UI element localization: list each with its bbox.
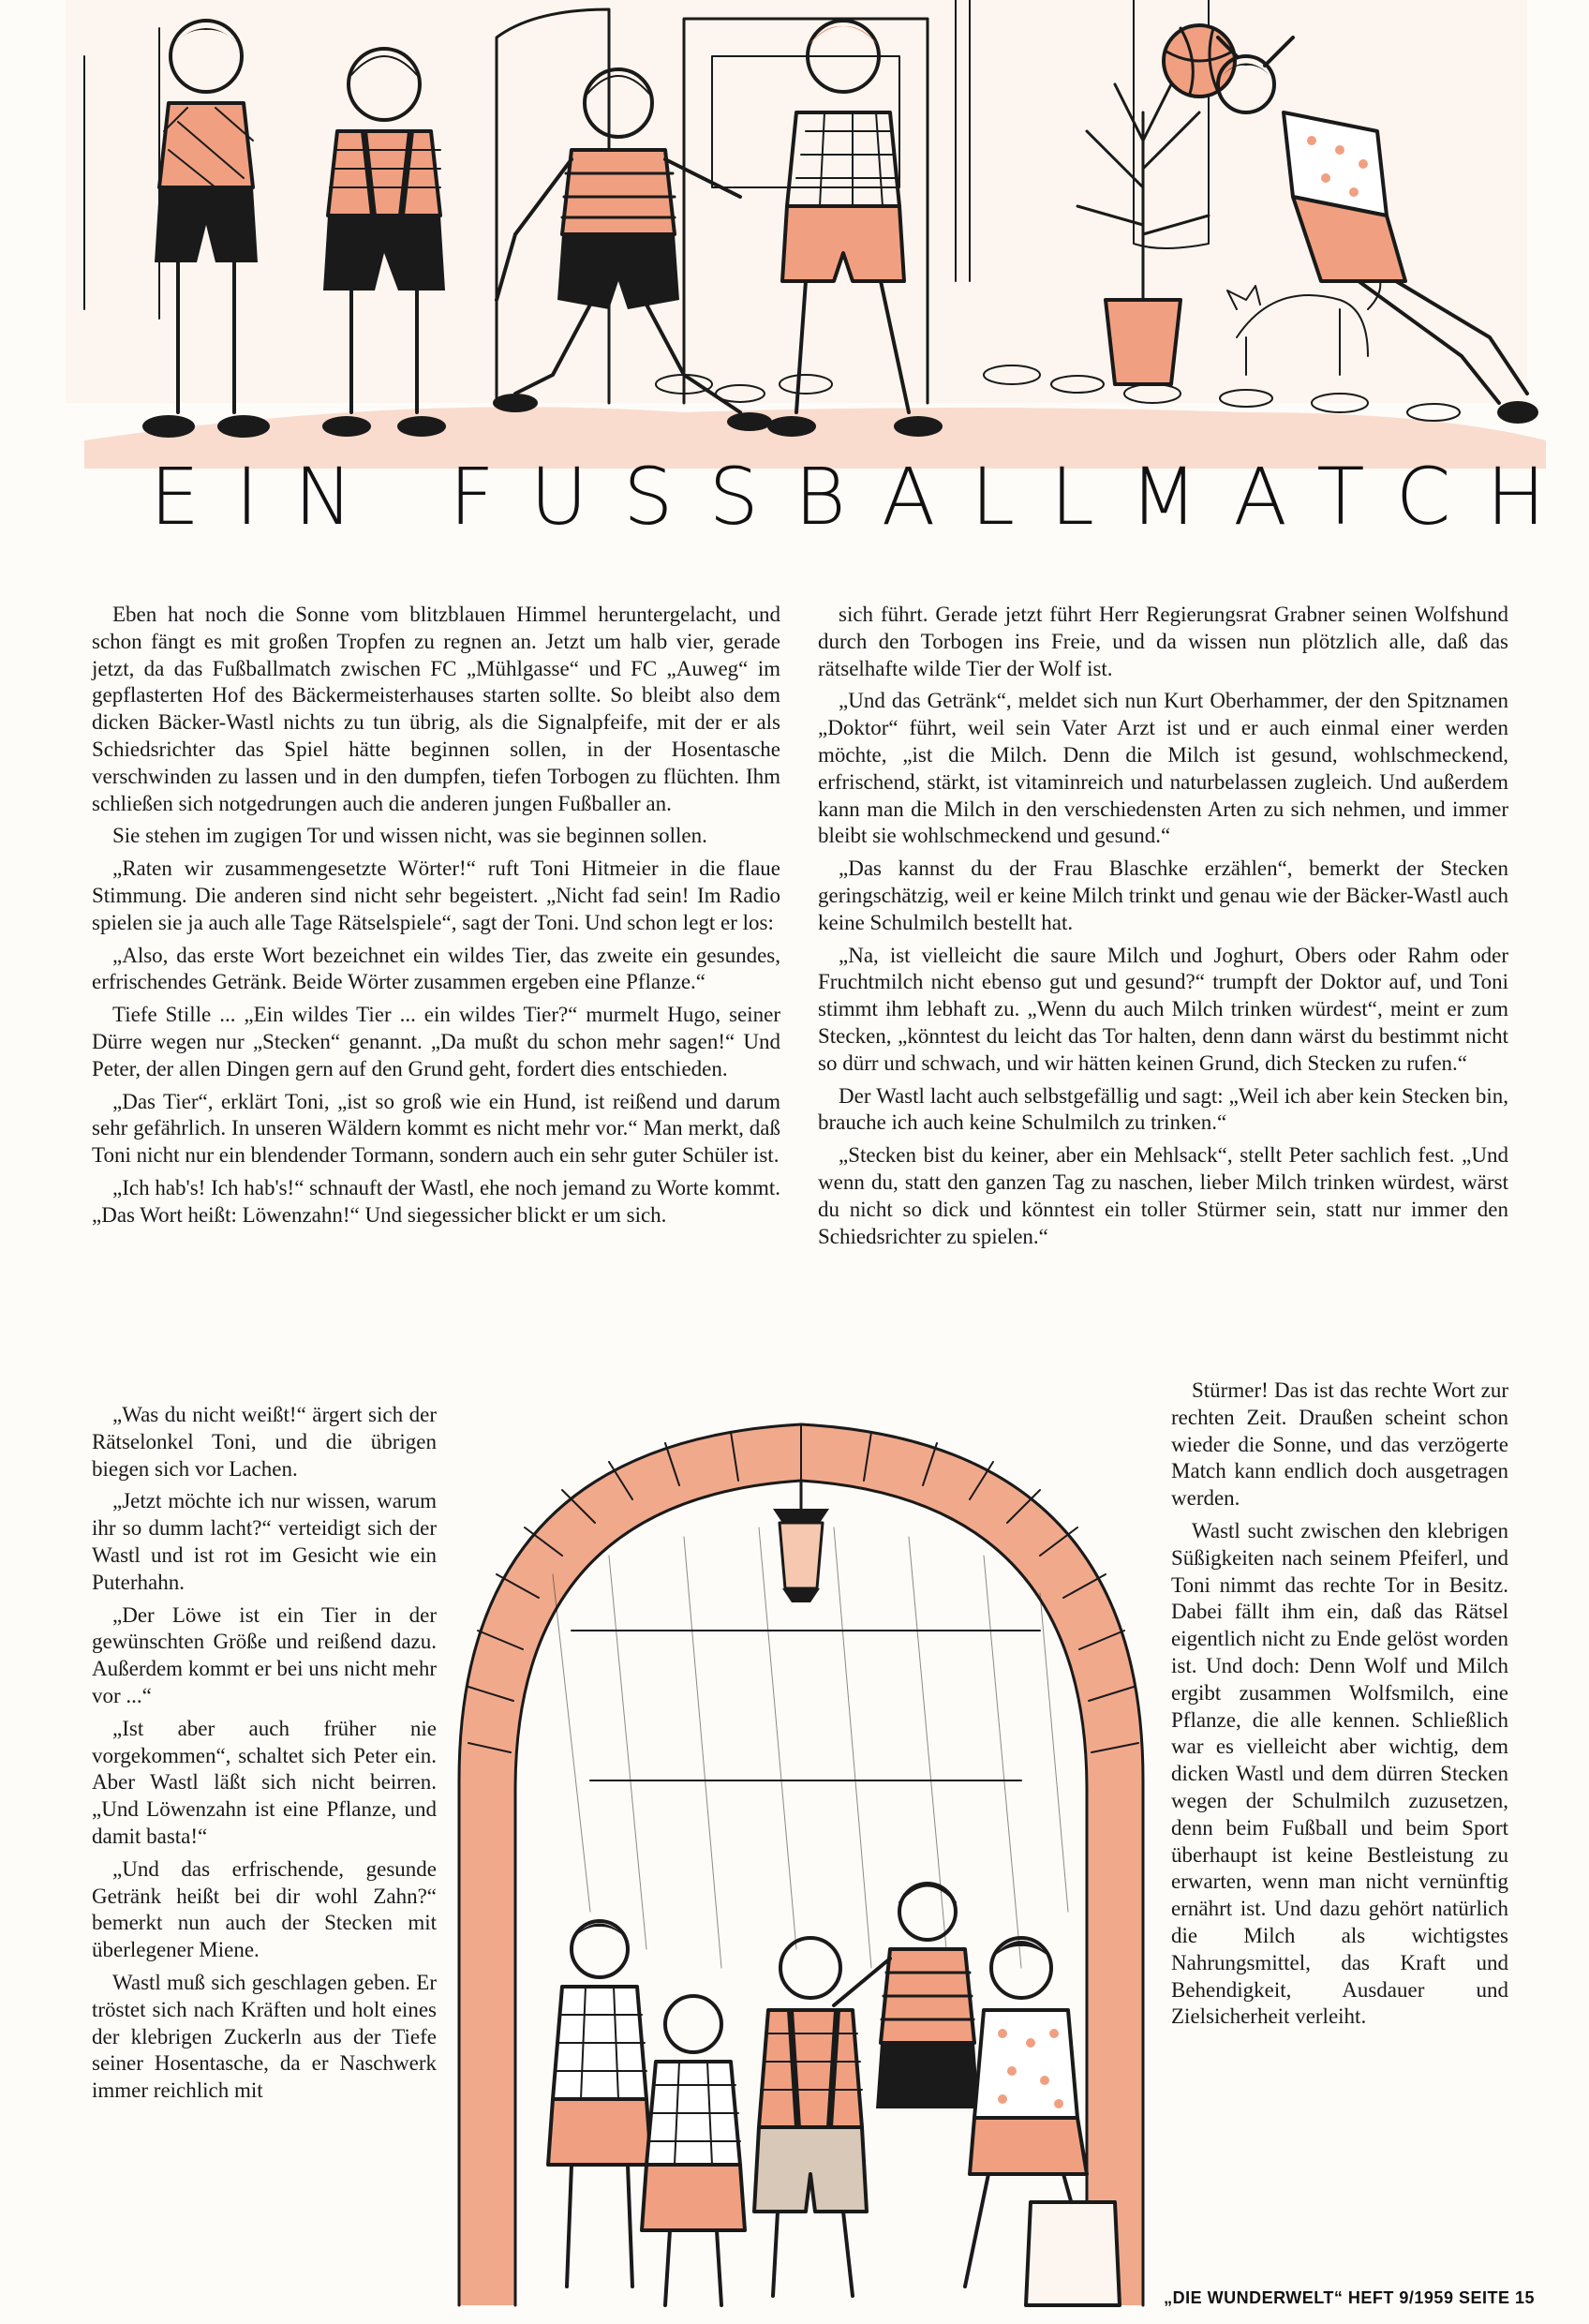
boy-checked-shirt-left	[548, 1921, 651, 2287]
paragraph: „Ich hab's! Ich hab's!“ schnauft der Wastl, ehe noch jemand zu Worte kommt. „Das Wort heißt: Löwenzahn!“ Und siegessicher blickt er um sich.	[92, 1175, 780, 1227]
paragraph: „Na, ist vielleicht die saure Milch und Joghurt, Obers oder Rahm oder Fruchtmilch nicht ebenso gut und gesund?“ trumpft der Doktor auf, und Toni stimmt ihm lebhaft zu. „Wenn du auch Milch trinken würdest“, meint er zum Stecken, „könntest du leicht das Tor halten, denn dann wärst du bestimmt nicht so dürr und schwach, und wir hätten keinen Grund, dich Stecken zu rufen.“	[818, 943, 1508, 1075]
article-column-right-narrow	[1171, 1378, 1508, 2036]
article-column-right	[818, 602, 1508, 1256]
article-column-left	[92, 602, 780, 1235]
paragraph: Wastl sucht zwischen den klebrigen Süßigkeiten nach seinem Pfeiferl, und Toni nimmt das rechte Tor in Besitz. Dabei fällt ihm ein, daß das Rätsel eigentlich nicht zu Ende gelöst worden ist. Und doch: Denn Wolf und Milch ergibt zusammen Wolfsmilch, eine Pflanze, die alle kennen. Schließlich war es vielleicht aber wichtig, dem dicken Wastl und dem dürren Stecken wegen der Schulmilch zuzusetzen, denn beim Fußball und beim Sport überhaupt ist keine Bestleistung zu erwarten, wenn man nicht vernünftig ernährt ist. Und dazu gehört natürlich die Milch als wichtigstes Nahrungsmittel, das Kraft und Behendigkeit, Ausdauer und Zielsicherheit verleiht.	[1171, 1518, 1508, 2029]
paragraph: „Was du nicht weißt!“ ärgert sich der Rätselonkel Toni, und die übrigen biegen sich vor Lachen.	[92, 1403, 437, 1481]
paragraph: Wastl muß sich geschlagen geben. Er tröstet sich nach Kräften und holt eines der klebrigen Zuckerln aus der Tiefe seiner Hosentasche, da er Naschwerk immer reichlich mit	[92, 1970, 437, 2103]
football	[1164, 25, 1235, 97]
paragraph: „Und das Getränk“, meldet sich nun Kurt Oberhammer, der den Spitznamen „Doktor“ führt, weil sein Vater Arzt ist und er auch einmal einer werden möchte, „ist die Milch. Denn die Milch ist gesund, wohlschmeckend, erfrischend, stärkt, ist vitaminreich und naturbelassen zugleich. Und außerdem kann man die Milch in den verschiedensten Arten zu sich nehmen, und immer bleibt sie wohlschmeckend und gesund.“	[818, 689, 1508, 848]
paragraph: sich führt. Gerade jetzt führt Herr Regierungsrat Grabner seinen Wolfshund durch den Torbogen ins Freie, und da wissen nun plötzlich alle, daß das rätselhafte wilde Tier der Wolf ist.	[818, 603, 1508, 680]
page-title: EIN FUSSBALLMATCH	[150, 451, 1582, 543]
paragraph: Sie stehen im zugigen Tor und wissen nicht, was sie beginnen sollen.	[112, 824, 707, 848]
paragraph: „Das kannst du der Frau Blaschke erzählen“, bemerkt der Stecken geringschätzig, weil er keine Milch trinkt und genau wie der Bäcker-Wastl auch keine Schulmilch bestellt hat.	[818, 857, 1508, 934]
paragraph: Tiefe Stille ... „Ein wildes Tier ... ein wildes Tier?“ murmelt Hugo, seiner Dürre wegen nur „Stecken“ genannt. „Da mußt du schon mehr sagen!“ Und Peter, der allen Dingen gern auf den Grund geht, fordert dies entschieden.	[92, 1003, 780, 1080]
paragraph: „Stecken bist du keiner, aber ein Mehlsack“, stellt Peter sachlich fest. „Und wenn du, statt den ganzen Tag zu naschen, lieber Milch trinken würdest, wärst du nicht so dick und könntest ein toller Stürmer sein, statt nur immer den Schiedsrichter zu spielen.“	[818, 1143, 1508, 1248]
paragraph: „Ist aber auch früher nie vorgekommen“, schaltet sich Peter ein. Aber Wastl läßt sich nicht beirren. „Und Löwenzahn ist eine Pflanze, und damit basta!“	[92, 1716, 437, 1848]
paragraph: „Der Löwe ist ein Tier in der gewünschten Größe und reißend dazu. Außerdem kommt er bei uns nicht mehr vor ...“	[92, 1602, 437, 1707]
boy-back-view	[642, 1996, 745, 2305]
paragraph: „Also, das erste Wort bezeichnet ein wildes Tier, das zweite ein gesundes, erfrischendes Getränk. Beide Wörter zusammen ergeben eine Pflanze.“	[92, 943, 780, 994]
archway-illustration	[440, 1387, 1162, 2324]
paragraph: Der Wastl lacht auch selbstgefällig und sagt: „Weil ich aber kein Stecken bin, brauche ich auch keine Schulmilch zu trinken.“	[818, 1083, 1508, 1135]
top-illustration	[28, 0, 1574, 469]
paragraph: „Das Tier“, erklärt Toni, „ist so groß wie ein Hund, ist reißend und darum sehr gefährlich. In unseren Wäldern kommt es nicht mehr vor.“ Man merkt, daß Toni nicht nur ein blendender Tormann, sondern auch ein sehr guter Schüler ist.	[92, 1089, 780, 1168]
article-column-left-narrow	[92, 1402, 437, 2110]
page-footer: „DIE WUNDERWELT“ HEFT 9/1959 SEITE 15	[1164, 2288, 1535, 2307]
paragraph: Stürmer! Das ist das rechte Wort zur rechten Zeit. Draußen scheint schon wieder die Sonne, und das verzögerte Match kann endlich doch ausgetragen werden.	[1171, 1378, 1508, 1511]
stone-seat	[1026, 2202, 1120, 2305]
paragraph: „Jetzt möchte ich nur wissen, warum ihr so dumm lacht?“ verteidigt sich der Wastl und ist rot im Gesicht wie ein Puterhahn.	[92, 1489, 437, 1594]
paragraph: „Und das erfrischende, gesunde Getränk heißt bei dir wohl Zahn?“ bemerkt nun auch der Stecken mit überlegener Miene.	[92, 1856, 437, 1962]
paragraph: Eben hat noch die Sonne vom blitzblauen Himmel heruntergelacht, und schon fängt es mit großen Tropfen zu regnen an. Jetzt um halb vier, gerade jetzt, da das Fußballmatch zwischen FC „Mühlgasse“ und FC „Auweg“ im gepflasterten Hof des Bäckermeisterhauses starten sollte. So bleibt also dem dicken Bäcker-Wastl nichts zu tun übrig, als die Signalpfeife, mit der er als Schiedsrichter das Spiel hätte beginnen sollen, in der Hosentasche verschwinden zu lassen und in den dumpfen, tiefen Torbogen zu flüchten. Ihm schließen sich notgedrungen auch die anderen jungen Fußballer an.	[92, 603, 780, 815]
paragraph: „Raten wir zusammengesetzte Wörter!“ ruft Toni Hitmeier in die flaue Stimmung. Die anderen sind nicht sehr begeistert. „Nicht fad sein! Im Radio spielen sie ja auch alle Tage Rätselspiele“, sagt der Toni. Und schon legt er los:	[92, 857, 780, 934]
hanging-lantern	[773, 1481, 829, 1602]
